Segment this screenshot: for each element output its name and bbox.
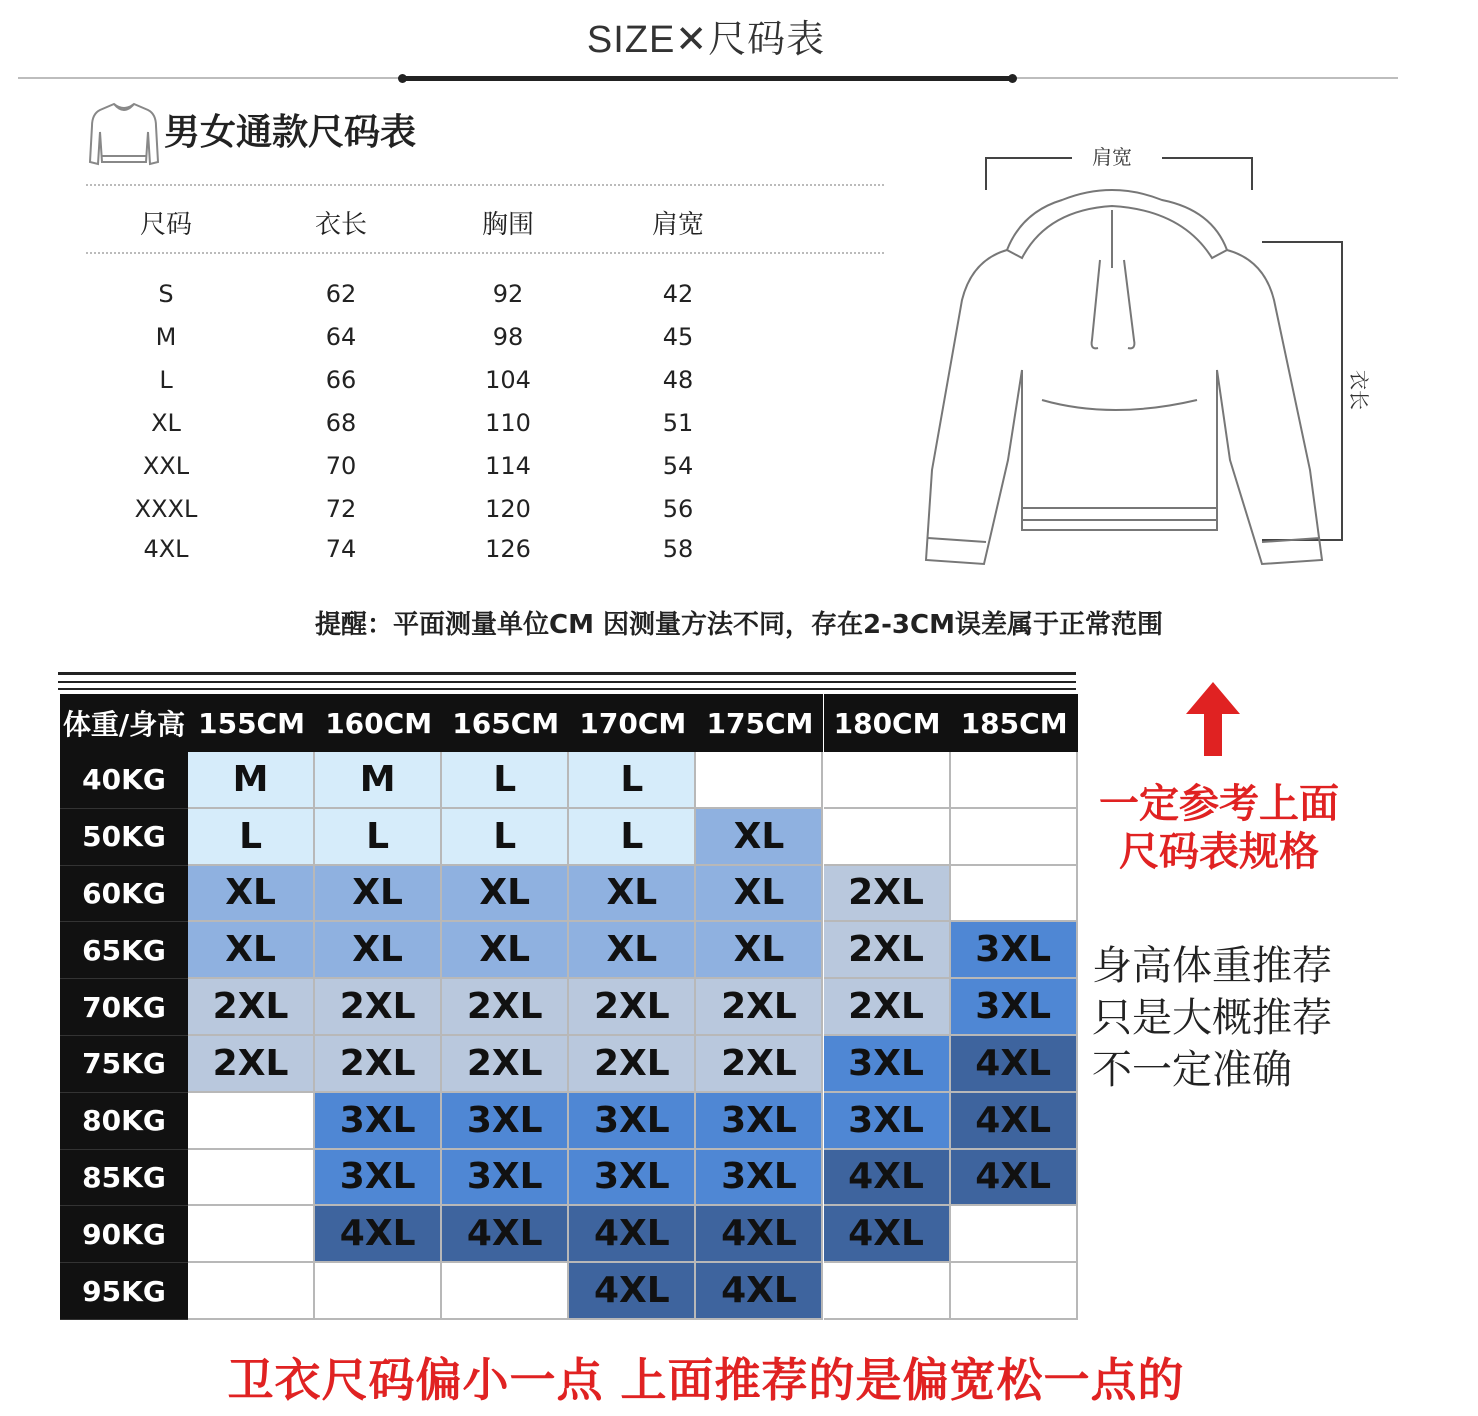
size-recommend-cell: XL [696,809,823,866]
height-header: 185CM [951,694,1078,752]
disclaimer-line: 不一定准确 [1092,1047,1292,1093]
size-table-cell: 58 [662,535,694,563]
section-title: 男女通款尺码表 [164,112,417,153]
hoodie-diagram [912,140,1371,590]
weight-header: 60KG [60,866,188,923]
size-recommend-cell: XL [442,866,569,923]
size-recommend-cell: 4XL [569,1263,696,1320]
size-recommend-cell: 4XL [442,1206,569,1263]
size-table-header: 衣长 [314,210,367,240]
footer-note: 卫衣尺码偏小一点 上面推荐的是偏宽松一点的 [227,1353,1185,1407]
size-table-cell: 114 [485,452,531,480]
size-table-cell: 98 [492,323,524,351]
size-table-cell: 48 [662,366,694,394]
size-recommend-cell: 2XL [569,1036,696,1093]
size-recommend-cell: 4XL [824,1150,951,1207]
size-recommend-cell: 3XL [696,1150,823,1207]
size-recommend-cell: 2XL [315,1036,442,1093]
size-recommend-cell: 4XL [951,1093,1078,1150]
size-recommend-cell: L [569,809,696,866]
size-recommend-cell: 4XL [824,1206,951,1263]
size-recommend-cell: 3XL [442,1093,569,1150]
size-recommend-cell: 2XL [188,979,315,1036]
size-recommend-cell: L [315,809,442,866]
size-recommend-cell: L [442,809,569,866]
reference-note-line: 尺码表规格 [1119,829,1319,875]
size-recommend-cell: 2XL [442,1036,569,1093]
size-recommend-cell [188,1093,315,1150]
size-table-cell: 68 [325,409,357,437]
size-recommend-cell: 3XL [824,1093,951,1150]
size-table-header: 肩宽 [651,210,704,240]
weight-header: 70KG [60,979,188,1036]
length-label: 衣长 [1347,370,1371,410]
size-recommend-cell: 2XL [188,1036,315,1093]
size-recommend-cell: 2XL [442,979,569,1036]
size-recommend-cell: 4XL [951,1036,1078,1093]
size-recommend-cell: 4XL [696,1263,823,1320]
size-table-cell: 54 [662,452,694,480]
size-recommend-cell: 2XL [824,979,951,1036]
size-table-cell: XXXL [134,495,198,523]
weight-header: 75KG [60,1036,188,1093]
size-recommend-cell: 3XL [315,1093,442,1150]
size-table-cell: 62 [325,280,357,308]
table-top-rule [58,681,1076,683]
size-recommend-cell: XL [569,922,696,979]
size-recommend-cell: 2XL [824,866,951,923]
reference-note [1088,780,1350,876]
size-table-header: 尺码 [139,210,192,240]
weight-header: 95KG [60,1263,188,1320]
size-table-cell: 51 [662,409,694,437]
size-recommend-cell: 4XL [315,1206,442,1263]
size-recommend-cell [188,1206,315,1263]
reference-note-line: 一定参考上面 [1099,781,1339,827]
size-recommend-cell [824,752,951,809]
size-table-cell: XXL [142,452,190,480]
size-recommend-cell [951,866,1078,923]
size-recommend-cell [951,752,1078,809]
size-recommend-cell: XL [696,866,823,923]
size-recommend-cell: L [442,752,569,809]
size-recommend-cell: 3XL [824,1036,951,1093]
sweater-icon [86,96,162,172]
size-recommend-cell: XL [442,922,569,979]
size-recommend-cell [188,1150,315,1207]
measurement-note: 提醒：平面测量单位CM 因测量方法不同，存在2-3CM误差属于正常范围 [315,610,1163,640]
size-recommend-cell: 2XL [696,979,823,1036]
size-table-cell: L [159,366,173,394]
table-top-rule [58,672,1076,675]
disclaimer-line: 身高体重推荐 [1092,943,1332,989]
size-table-cell: 45 [662,323,694,351]
disclaimer-line: 只是大概推荐 [1092,995,1332,1041]
table-top-rule [58,688,1076,690]
size-recommend-cell [696,752,823,809]
page-title: SIZE✕尺码表 [586,19,826,61]
size-recommend-cell: 3XL [442,1150,569,1207]
size-recommend-cell: 4XL [951,1150,1078,1207]
table-corner-header: 体重/身高 [60,694,188,752]
height-header: 155CM [188,694,315,752]
header-dot-right [1008,74,1017,83]
height-header: 160CM [315,694,442,752]
size-recommend-cell [951,809,1078,866]
size-table-header: 胸围 [481,210,534,240]
size-recommend-cell: 3XL [951,922,1078,979]
dotted-divider [86,252,884,254]
height-header: 180CM [824,694,951,752]
size-recommend-cell: L [569,752,696,809]
size-recommend-cell [188,1263,315,1320]
size-recommend-cell [824,809,951,866]
size-recommend-cell: 3XL [696,1093,823,1150]
header-dot-left [398,74,407,83]
size-recommend-cell [951,1206,1078,1263]
size-recommend-cell: 3XL [951,979,1078,1036]
weight-header: 85KG [60,1150,188,1207]
size-table-cell: S [158,280,174,308]
weight-header: 90KG [60,1206,188,1263]
size-table-cell: 42 [662,280,694,308]
height-header: 170CM [569,694,696,752]
size-table-cell: 72 [325,495,357,523]
shoulder-label: 肩宽 [1092,145,1132,169]
height-header: 165CM [442,694,569,752]
size-recommend-cell: 2XL [569,979,696,1036]
size-table-cell: 104 [485,366,531,394]
recommend-table [60,694,1078,1320]
size-recommend-cell: XL [315,866,442,923]
size-table-cell: 4XL [143,535,189,563]
size-table-cell: 126 [485,535,531,563]
size-recommend-cell: M [188,752,315,809]
size-recommend-cell: 2XL [696,1036,823,1093]
recommend-disclaimer [1092,940,1362,1096]
header-accent-line [402,76,1014,81]
size-recommend-cell: 3XL [315,1150,442,1207]
size-recommend-cell: XL [315,922,442,979]
height-header: 175CM [696,694,823,752]
weight-header: 65KG [60,922,188,979]
size-recommend-cell: 4XL [569,1206,696,1263]
size-table-cell: 56 [662,495,694,523]
size-recommend-cell [442,1263,569,1320]
size-table-cell: 120 [485,495,531,523]
size-recommend-cell: XL [188,866,315,923]
size-recommend-cell [951,1263,1078,1320]
size-table-cell: 70 [325,452,357,480]
size-table-cell: XL [151,409,181,437]
size-recommend-cell: 3XL [569,1093,696,1150]
size-table-cell: 66 [325,366,357,394]
size-recommend-cell [824,1263,951,1320]
size-recommend-cell: M [315,752,442,809]
size-recommend-cell [315,1263,442,1320]
size-recommend-cell: XL [569,866,696,923]
size-recommend-cell: 4XL [696,1206,823,1263]
dotted-divider [86,184,884,186]
weight-header: 40KG [60,752,188,809]
size-recommend-cell: XL [696,922,823,979]
size-table-cell: 92 [492,280,524,308]
size-recommend-cell: XL [188,922,315,979]
size-recommend-cell: 3XL [569,1150,696,1207]
size-table-cell: 110 [485,409,531,437]
size-table-cell: 64 [325,323,357,351]
size-table-cell: M [155,323,177,351]
size-recommend-cell: 2XL [824,922,951,979]
weight-header: 80KG [60,1093,188,1150]
up-arrow-icon [1178,680,1248,760]
size-recommend-cell: L [188,809,315,866]
size-recommend-cell: 2XL [315,979,442,1036]
size-table-cell: 74 [325,535,357,563]
weight-header: 50KG [60,809,188,866]
